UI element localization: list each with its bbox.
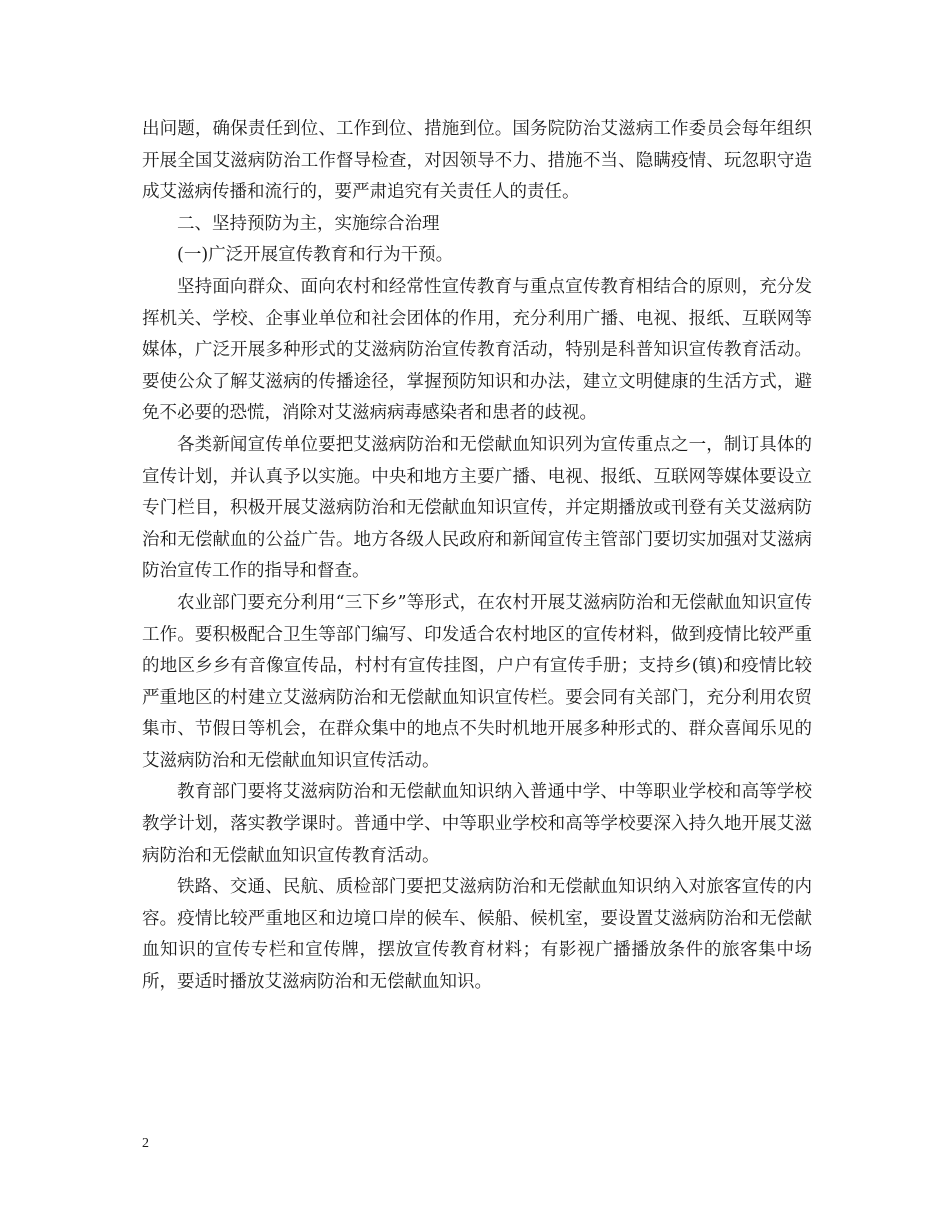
section-heading: 二、坚持预防为主，实施综合治理 (177, 213, 440, 234)
paragraph-4: 坚持面向群众、面向农村和经常性宣传教育与重点宣传教育相结合的原则，充分发挥机关、学校、企事业单位和社会团体的作用，充分利用广播、电视、报纸、互联网等媒体，广泛开展多种形式的艾滋病防治宣传教育活动，特别是科普知识宣传教育活动。要使公众了解艾滋病的传播途径，掌握预防知识和办法，建立文明健康的生活方式，避免不必要的恐慌，消除对艾滋病病毒感染者和患者的歧视。 (142, 276, 812, 424)
subsection-heading: (一)广泛开展宣传教育和行为干预。 (177, 245, 454, 266)
paragraph-1: 出问题，确保责任到位、工作到位、措施到位。国务院防治艾滋病工作委员会每年组织开展全国艾滋病防治工作督导检查，对因领导不力、措施不当、隐瞒疫情、玩忽职守造成艾滋病传播和流行的，要严肃追究有关责任人的责任。 (142, 119, 812, 203)
document-body (142, 114, 812, 999)
paragraph-7: 教育部门要将艾滋病防治和无偿献血知识纳入普通中学、中等职业学校和高等学校教学计划，落实教学课时。普通中学、中等职业学校和高等学校要深入持久地开展艾滋病防治和无偿献血知识宣传教育活动。 (142, 782, 812, 866)
paragraph-8: 铁路、交通、民航、质检部门要把艾滋病防治和无偿献血知识纳入对旅客宣传的内容。疫情比较严重地区和边境口岸的候车、候船、候机室，要设置艾滋病防治和无偿献血知识的宣传专栏和宣传牌，摆放宣传教育材料；有影视广播播放条件的旅客集中场所，要适时播放艾滋病防治和无偿献血知识。 (142, 877, 812, 993)
paragraph-6: 农业部门要充分利用“三下乡”等形式，在农村开展艾滋病防治和无偿献血知识宣传工作。要积极配合卫生等部门编写、印发适合农村地区的宣传材料，做到疫情比较严重的地区乡乡有音像宣传品，村村有宣传挂图，户户有宣传手册；支持乡(镇)和疫情比较严重地区的村建立艾滋病防治和无偿献血知识宣传栏。要会同有关部门，充分利用农贸集市、节假日等机会，在群众集中的地点不失时机地开展多种形式的、群众喜闻乐见的艾滋病防治和无偿献血知识宣传活动。 (142, 592, 812, 771)
paragraph-5: 各类新闻宣传单位要把艾滋病防治和无偿献血知识列为宣传重点之一，制订具体的宣传计划，并认真予以实施。中央和地方主要广播、电视、报纸、互联网等媒体要设立专门栏目，积极开展艾滋病防治和无偿献血知识宣传，并定期播放或刊登有关艾滋病防治和无偿献血的公益广告。地方各级人民政府和新闻宣传主管部门要切实加强对艾滋病防治宣传工作的指导和督查。 (142, 434, 812, 582)
page-number: 2 (142, 1136, 149, 1151)
